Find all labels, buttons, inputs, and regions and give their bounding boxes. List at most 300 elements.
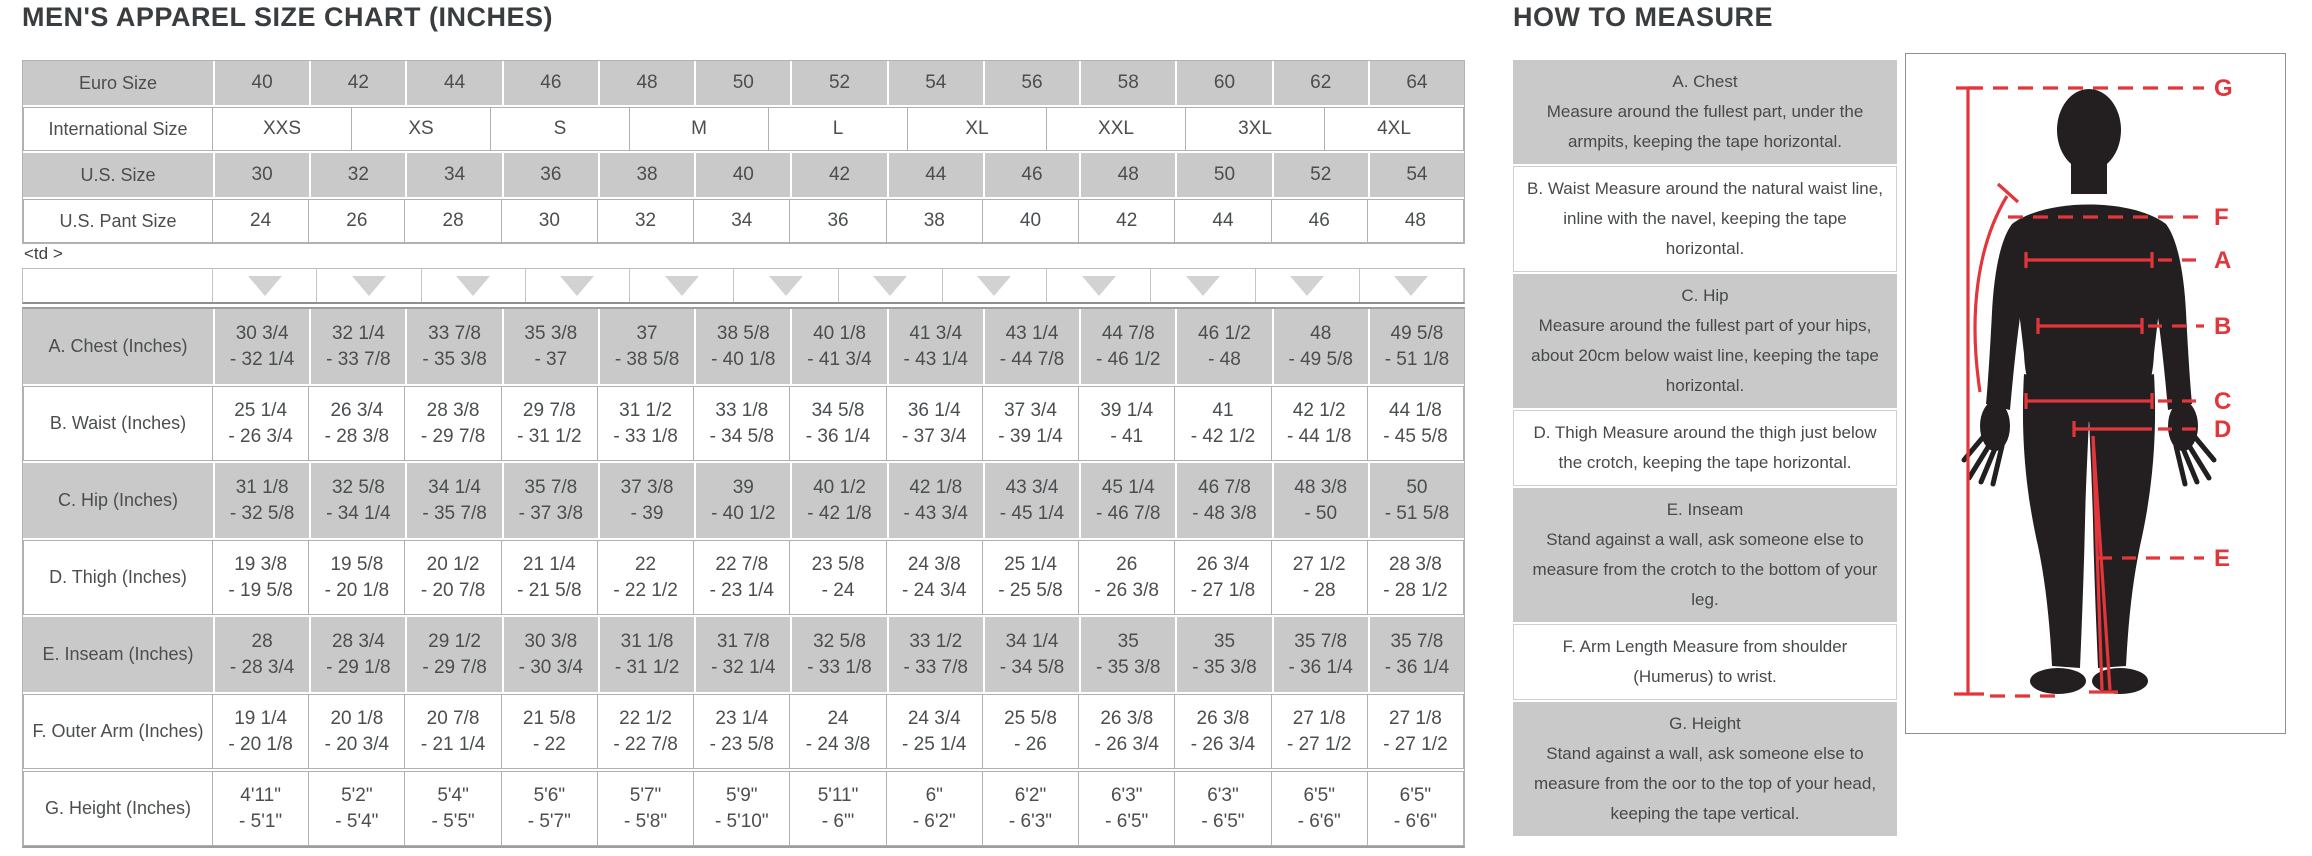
range-to: - 6'2" [912,810,956,832]
row-label: U.S. Size [23,153,213,197]
measure-cell [983,309,1079,384]
range-from: 41 3/4 [909,322,963,344]
range-to: - 24 3/8 [805,733,871,755]
size-column-arrow-row [22,268,1465,304]
row-label: B. Waist (Inches) [23,386,213,461]
measure-cell [1079,463,1175,538]
range-to: - 28 3/4 [229,656,295,678]
size-cell: 40 [213,61,309,105]
measure-cell [790,694,886,769]
range-to: - 6'5" [1201,810,1245,832]
size-cell: 48 [1079,153,1175,197]
measure-cell [1175,617,1271,692]
range-from: 37 3/8 [620,476,674,498]
size-cell: 36 [502,153,598,197]
range-to: - 6'6" [1297,810,1341,832]
range-from: 19 5/8 [330,553,384,575]
range-to: - 48 [1208,348,1241,370]
range-to: - 20 1/8 [324,579,390,601]
instruction-text: Measure around the fullest part, under the armpits, keeping the tape horizontal. [1546,102,1864,151]
measure-cell [1368,771,1464,846]
range-from: 40 1/2 [813,476,866,498]
range-from: 26 3/8 [1100,707,1154,729]
size-cell: 54 [1368,153,1464,197]
range-from: 38 5/8 [716,322,770,344]
range-to: - 44 1/8 [1286,425,1352,447]
measure-table-row [23,386,1464,461]
range-to: - 36 1/4 [805,425,871,447]
range-from: 46 7/8 [1198,476,1251,498]
measure-cell [405,540,501,615]
measure-cell [1175,309,1271,384]
range-from: 37 [636,322,658,344]
size-cell: 44 [405,61,501,105]
range-from: 26 3/4 [330,399,384,421]
row-label: G. Height (Inches) [23,771,213,846]
size-cell: 32 [309,153,405,197]
size-cell: 60 [1175,61,1271,105]
size-column-arrow[interactable] [1047,269,1151,302]
range-to: - 21 1/4 [420,733,486,755]
size-cell: 48 [598,61,694,105]
range-to: - 29 7/8 [420,425,486,447]
range-to: - 5'10" [714,810,769,832]
range-to: - 24 [821,579,855,601]
range-to: - 41 [1110,425,1144,447]
measure-cell [309,771,405,846]
range-to: - 21 5/8 [517,579,582,601]
range-to: - 35 3/8 [1192,656,1257,678]
row-label: C. Hip (Inches) [23,463,213,538]
measure-cell [887,463,983,538]
range-to: - 33 7/8 [326,348,391,370]
range-from: 30 3/4 [235,322,289,344]
measure-cell [983,463,1079,538]
size-cell: L [769,107,908,151]
range-to: - 6'5" [1105,810,1149,832]
label-B: B [2214,313,2232,340]
instruction-heading: G. Height [1669,714,1741,733]
measure-cell [213,386,309,461]
measure-cell [790,386,886,461]
range-to: - 24 3/4 [902,579,967,601]
range-from: 36 1/4 [907,399,961,421]
size-cell: 44 [887,153,983,197]
range-to: - 34 5/8 [999,656,1065,678]
range-from: 43 3/4 [1005,476,1059,498]
size-cell: 28 [405,199,501,243]
size-column-arrow[interactable] [1256,269,1360,302]
range-to: - 25 1/4 [902,733,967,755]
range-from: 6'3" [1207,784,1239,806]
range-from: 6'5" [1399,784,1432,806]
triangle-down-icon [456,276,490,296]
range-from: 32 1/4 [331,322,385,344]
measure-cell [213,771,309,846]
range-to: - 40 1/8 [711,348,776,370]
range-from: 32 5/8 [331,476,385,498]
range-to: - 36 1/4 [1288,656,1353,678]
instruction-text: Measure around the natural waist line, inline with the navel, keeping the tape horizontal. [1563,179,1883,258]
range-to: - 36 1/4 [1384,656,1450,678]
instruction-heading: E. Inseam [1666,500,1744,519]
measurement-instructions-panel [1513,60,1897,836]
instruction-row [1513,410,1897,486]
range-to: - 43 3/4 [903,502,968,524]
range-from: 5'2" [341,784,373,806]
measure-cell [598,771,694,846]
range-to: - 51 1/8 [1384,348,1450,370]
size-cell: 42 [1079,199,1175,243]
measure-cell [1079,309,1175,384]
range-to: - 20 7/8 [420,579,486,601]
size-column-arrow[interactable] [1151,269,1255,302]
measure-cell [1079,386,1175,461]
instruction-row [1513,60,1897,164]
instruction-row [1513,702,1897,836]
triangle-down-icon [560,276,594,296]
range-to: - 26 3/8 [1094,579,1159,601]
range-from: 26 3/8 [1196,707,1250,729]
measure-cell [309,694,405,769]
instruction-heading: C. Hip [1681,286,1729,305]
range-from: 20 1/8 [330,707,384,729]
range-to: - 35 7/8 [422,502,487,524]
range-from: 22 [634,553,657,575]
label-G: G [2214,75,2233,102]
measure-cell [405,386,501,461]
measure-cell [983,540,1079,615]
range-to: - 29 1/8 [326,656,391,678]
range-to: - 20 1/8 [228,733,293,755]
range-from: 31 1/2 [619,399,672,421]
range-to: - 28 3/8 [324,425,390,447]
size-cell: 30 [502,199,598,243]
size-column-arrow[interactable] [317,269,421,302]
range-to: - 31 1/2 [517,425,582,447]
range-from: 5'4" [437,784,469,806]
range-to: - 5'8" [623,810,668,832]
row-label: D. Thigh (Inches) [23,540,213,615]
measure-cell [309,309,405,384]
measure-cell [1175,463,1271,538]
measure-cell [1272,386,1368,461]
range-from: 34 1/4 [428,476,481,498]
range-from: 6" [925,784,943,806]
measure-cell [598,540,694,615]
range-from: 32 5/8 [813,630,866,652]
range-to: - 6'6" [1393,810,1437,832]
measure-cell [1368,386,1464,461]
range-from: 22 7/8 [715,553,769,575]
range-from: 6'3" [1110,784,1143,806]
measure-cell [790,463,886,538]
measure-cell [1272,463,1368,538]
body-measurement-diagram [1905,53,2286,734]
size-column-arrow[interactable] [1360,269,1464,302]
measure-cell [1079,617,1175,692]
range-from: 27 1/8 [1292,707,1346,729]
size-cell: 34 [694,199,790,243]
size-column-arrow[interactable] [734,269,838,302]
range-from: 29 7/8 [522,399,576,421]
range-from: 25 5/8 [1004,707,1057,729]
range-from: 23 1/4 [715,707,769,729]
measure-cell [213,309,309,384]
row-label: International Size [23,107,213,151]
range-to: - 44 7/8 [999,348,1065,370]
range-from: 5'7" [629,784,662,806]
measure-cell [1368,309,1464,384]
size-cell: 62 [1272,61,1368,105]
range-from: 49 5/8 [1390,322,1444,344]
range-to: - 22 7/8 [613,733,678,755]
range-from: 35 7/8 [1390,630,1444,652]
size-column-arrow[interactable] [630,269,734,302]
range-from: 31 1/8 [235,476,289,498]
range-from: 42 1/8 [909,476,963,498]
size-conversion-table [22,60,1465,244]
range-from: 34 1/4 [1005,630,1059,652]
range-from: 34 5/8 [811,399,865,421]
body-measurements-table [22,307,1465,848]
measure-cell [1175,386,1271,461]
range-to: - 19 5/8 [228,579,293,601]
range-from: 33 1/8 [715,399,769,421]
range-to: - 35 3/8 [1096,656,1161,678]
range-to: - 41 3/4 [807,348,872,370]
size-cell: 64 [1368,61,1464,105]
range-from: 4'11" [240,784,281,806]
measure-cell [790,771,886,846]
range-from: 27 1/8 [1389,707,1442,729]
measure-cell [309,386,405,461]
range-from: 5'6" [533,784,566,806]
measure-cell [887,540,983,615]
instruction-text: Stand against a wall, ask someone else to measure from the crotch to the bottom of your leg. [1532,530,1878,609]
range-from: 44 1/8 [1389,399,1442,421]
measure-cell [1368,617,1464,692]
size-cell: 52 [790,61,886,105]
measure-cell [598,386,694,461]
range-to: - 48 3/8 [1192,502,1257,524]
measure-cell [694,463,790,538]
size-chart-title: MEN'S APPAREL SIZE CHART (INCHES) [22,2,553,32]
measure-table-row [23,771,1464,846]
measure-cell [502,540,598,615]
measure-cell [790,309,886,384]
range-from: 42 1/2 [1292,399,1346,421]
measure-cell [694,386,790,461]
size-cell: XXL [1047,107,1186,151]
size-column-arrow[interactable] [422,269,526,302]
measure-cell [1368,694,1464,769]
measure-cell [213,540,309,615]
size-cell: 56 [983,61,1079,105]
range-from: 31 1/8 [620,630,674,652]
instruction-row [1513,274,1897,408]
range-from: 30 3/8 [524,630,578,652]
measure-cell [405,771,501,846]
measure-cell [1272,309,1368,384]
measure-cell [983,617,1079,692]
measure-cell [213,694,309,769]
size-cell: XXS [213,107,352,151]
size-cell: 34 [405,153,501,197]
measure-table-row [23,309,1464,384]
instruction-row [1513,488,1897,622]
triangle-down-icon [1186,276,1220,296]
label-E: E [2214,545,2231,572]
measure-cell [309,540,405,615]
range-to: - 42 1/2 [1190,425,1256,447]
instruction-text: Measure around the thigh just below the crotch, keeping the tape horizontal. [1558,423,1877,472]
measure-cell [983,694,1079,769]
measure-cell [213,617,309,692]
instruction-row [1513,624,1897,700]
triangle-down-icon [248,276,282,296]
measure-table-row [23,540,1464,615]
size-cell: 50 [694,61,790,105]
measure-cell [1079,540,1175,615]
measure-cell [790,540,886,615]
range-to: - 33 7/8 [903,656,968,678]
measure-cell [1272,771,1368,846]
range-to: - 34 5/8 [709,425,774,447]
range-to: - 23 5/8 [709,733,774,755]
range-from: 25 1/4 [234,399,288,421]
measure-cell [405,309,501,384]
range-to: - 37 3/8 [518,502,584,524]
size-table-row [23,199,1464,243]
range-from: 29 1/2 [428,630,481,652]
measure-cell [887,309,983,384]
range-to: - 30 3/4 [518,656,584,678]
size-cell: 30 [213,153,309,197]
range-to: - 27 1/2 [1383,733,1448,755]
range-to: - 49 5/8 [1288,348,1353,370]
range-to: - 42 1/8 [807,502,872,524]
range-to: - 33 1/8 [807,656,872,678]
size-cell: 40 [983,199,1079,243]
range-to: - 26 [1014,733,1047,755]
range-to: - 45 5/8 [1383,425,1448,447]
range-from: 20 1/2 [426,553,480,575]
range-from: 35 [1213,630,1236,652]
measure-cell [1079,694,1175,769]
triangle-down-icon [977,276,1011,296]
range-to: - 6'" [821,810,855,832]
size-cell: 44 [1175,199,1271,243]
label-D: D [2214,416,2232,443]
range-to: - 37 3/4 [902,425,967,447]
row-label: E. Inseam (Inches) [23,617,213,692]
size-table-row [23,61,1464,105]
measure-cell [502,309,598,384]
range-to: - 45 1/4 [999,502,1065,524]
range-to: - 22 [532,733,566,755]
range-from: 35 7/8 [524,476,578,498]
measure-cell [405,617,501,692]
instruction-heading: F. Arm Length [1562,637,1668,656]
range-to: - 22 1/2 [613,579,678,601]
size-cell: M [630,107,769,151]
size-column-arrow[interactable] [943,269,1047,302]
range-from: 21 1/4 [522,553,576,575]
range-to: - 33 1/8 [613,425,678,447]
size-cell: 40 [694,153,790,197]
range-from: 24 3/4 [907,707,961,729]
measure-cell [405,463,501,538]
range-to: - 26 3/4 [228,425,293,447]
measure-cell [1368,463,1464,538]
range-to: - 31 1/2 [614,656,680,678]
size-column-arrow[interactable] [839,269,943,302]
measure-cell [887,771,983,846]
measure-cell [694,694,790,769]
measure-cell [1079,771,1175,846]
range-to: - 39 [630,502,664,524]
range-from: 43 1/4 [1005,322,1059,344]
range-from: 20 7/8 [426,707,480,729]
size-cell: 36 [790,199,886,243]
range-from: 48 [1310,322,1332,344]
range-to: - 39 1/4 [998,425,1063,447]
instruction-row [1513,166,1897,272]
label-C: C [2214,388,2232,415]
size-column-arrow[interactable] [213,269,317,302]
measure-cell [309,463,405,538]
range-from: 6'2" [1014,784,1047,806]
size-cell: 38 [598,153,694,197]
range-from: 39 1/4 [1100,399,1154,421]
row-label: U.S. Pant Size [23,199,213,243]
range-to: - 50 [1304,502,1338,524]
range-to: - 38 5/8 [614,348,680,370]
measure-cell [1175,694,1271,769]
size-cell: 42 [309,61,405,105]
measure-cell [598,309,694,384]
male-body-silhouette [1964,89,2214,694]
measure-cell [1175,540,1271,615]
range-to: - 32 1/4 [711,656,776,678]
range-to: - 6'3" [1008,810,1053,832]
instruction-text: Measure around the fullest part of your hips, about 20cm below waist line, keeping the tape horizontal. [1531,316,1879,395]
range-from: 19 1/4 [234,707,288,729]
range-from: 24 [827,707,849,729]
size-cell: 48 [1368,199,1464,243]
range-to: - 43 1/4 [903,348,968,370]
triangle-down-icon [1394,276,1428,296]
size-column-arrow[interactable] [526,269,630,302]
range-to: - 5'5" [431,810,475,832]
size-cell: 54 [887,61,983,105]
range-from: 41 [1212,399,1234,421]
measure-table-row [23,617,1464,692]
size-cell: 46 [983,153,1079,197]
triangle-down-icon [1290,276,1324,296]
triangle-down-icon [665,276,699,296]
range-from: 22 1/2 [619,707,672,729]
size-cell: 38 [887,199,983,243]
arrow-row-empty-cell [23,269,213,302]
size-table-row [23,153,1464,197]
range-from: 19 3/8 [234,553,288,575]
range-to: - 5'4" [335,810,379,832]
size-cell: S [491,107,630,151]
range-from: 26 [1116,553,1138,575]
stray-markup-text: <td > [24,244,63,263]
